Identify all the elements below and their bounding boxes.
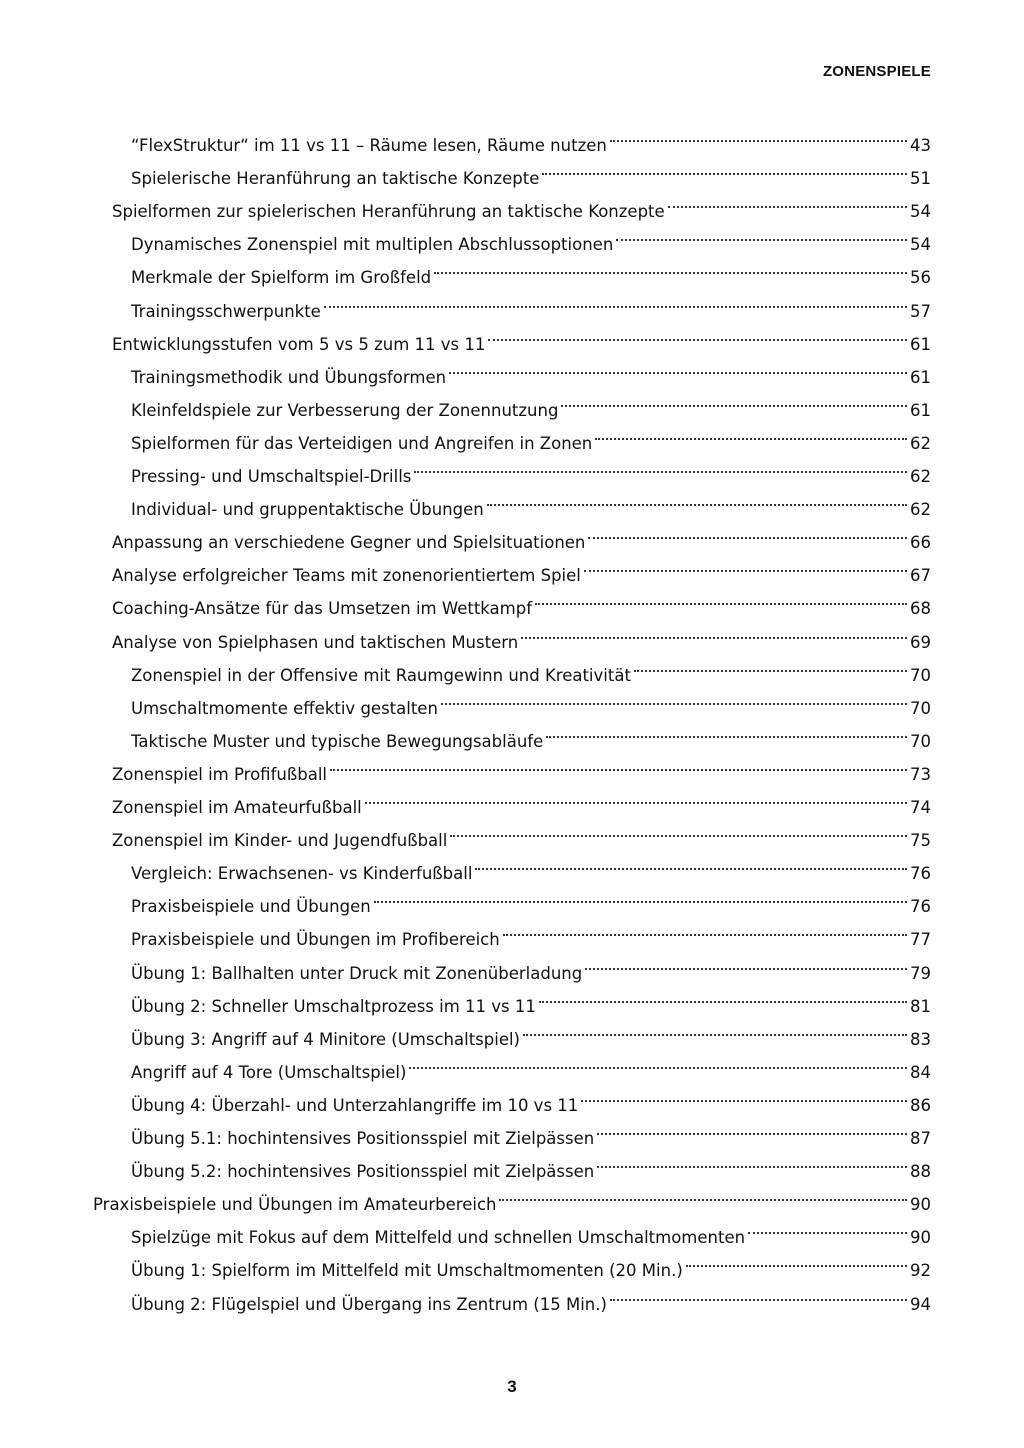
- toc-entry-page-number: 69: [910, 632, 931, 652]
- toc-dot-leader: [365, 780, 907, 813]
- toc-entry-page-number: 90: [910, 1195, 931, 1215]
- toc-dot-leader: [597, 1144, 907, 1177]
- toc-entry-title: Kleinfeldspiele zur Verbesserung der Zonennutzung: [131, 400, 559, 420]
- toc-entry-page-number: 62: [910, 433, 931, 453]
- toc-dot-leader: [441, 681, 907, 714]
- toc-dot-leader: [324, 284, 907, 317]
- toc-dot-leader: [585, 946, 907, 979]
- toc-entry-page-number: 43: [910, 136, 931, 155]
- toc-dot-leader: [597, 1111, 907, 1144]
- toc-entry-title: Spielerische Heranführung an taktische Konzepte: [131, 169, 540, 189]
- toc-entry-page-number: 76: [910, 897, 931, 917]
- toc-entry[interactable]: [131, 1012, 931, 1049]
- toc-dot-leader: [610, 1277, 907, 1310]
- toc-dot-leader: [616, 217, 907, 250]
- toc-entry-page-number: 68: [910, 599, 931, 619]
- toc-dot-leader: [487, 482, 907, 515]
- toc-entry-page-number: 84: [910, 1062, 931, 1082]
- toc-dot-leader: [449, 350, 907, 383]
- toc-entry[interactable]: [93, 1177, 931, 1215]
- toc-entry-title: Praxisbeispiele und Übungen: [131, 897, 371, 917]
- toc-entry-page-number: 74: [910, 798, 931, 817]
- toc-dot-leader: [595, 416, 907, 449]
- toc-entry-page-number: 62: [910, 500, 931, 520]
- toc-entry-page-number: 61: [910, 367, 931, 387]
- toc-entry-page-number: 70: [910, 698, 931, 718]
- toc-dot-leader: [535, 581, 907, 614]
- toc-entry-title: Angriff auf 4 Tore (Umschaltspiel): [131, 1062, 407, 1082]
- toc-dot-leader: [686, 1243, 907, 1276]
- toc-entry-title: Vergleich: Erwachsenen- vs Kinderfußball: [131, 864, 473, 884]
- toc-entry[interactable]: [131, 912, 931, 950]
- toc-dot-leader: [414, 449, 907, 482]
- toc-entry[interactable]: [131, 449, 931, 486]
- toc-entry[interactable]: [112, 581, 931, 619]
- toc-entry[interactable]: [131, 648, 931, 685]
- toc-dot-leader: [434, 250, 907, 283]
- toc-entry-title: Übung 1: Ballhalten unter Druck mit Zonenüberladung: [131, 963, 583, 983]
- toc-entry-page-number: 57: [910, 301, 931, 321]
- toc-entry[interactable]: [131, 217, 931, 255]
- toc-entry-title: Übung 5.1: hochintensives Positionsspiel mit Zielpässen: [131, 1129, 595, 1148]
- toc-entry-title: Spielformen zur spielerischen Heranführung an taktische Konzepte: [112, 202, 665, 222]
- toc-entry[interactable]: [131, 284, 931, 321]
- toc-dot-leader: [475, 846, 907, 879]
- toc-entry-title: Zonenspiel im Amateurfußball: [112, 798, 362, 817]
- toc-entry-title: Trainingsmethodik und Übungsformen: [131, 367, 447, 387]
- toc-entry-title: Praxisbeispiele und Übungen im Profibereich: [131, 930, 500, 950]
- toc-entry-title: Spielformen für das Verteidigen und Angreifen in Zonen: [131, 433, 593, 453]
- page-number: 3: [507, 1377, 517, 1396]
- toc-entry[interactable]: [112, 548, 931, 586]
- toc-dot-leader: [581, 1078, 907, 1111]
- toc-entry-title: Analyse von Spielphasen und taktischen Mustern: [112, 632, 519, 652]
- toc-entry-page-number: 56: [910, 268, 931, 288]
- toc-entry-page-number: 87: [910, 1129, 931, 1148]
- toc-entry-page-number: 90: [910, 1228, 931, 1248]
- toc-entry-page-number: 88: [910, 1162, 931, 1182]
- toc-entry-title: Coaching-Ansätze für das Umsetzen im Wettkampf: [112, 599, 533, 619]
- toc-entry-title: Anpassung an verschiedene Gegner und Spielsituationen: [112, 533, 586, 553]
- toc-entry[interactable]: [112, 317, 931, 354]
- toc-entry[interactable]: [112, 184, 931, 222]
- toc-entry-title: Dynamisches Zonenspiel mit multiplen Abschlussoptionen: [131, 235, 614, 255]
- toc-entry-title: Übung 2: Flügelspiel und Übergang ins Zentrum (15 Min.): [131, 1294, 607, 1314]
- toc-dot-leader: [409, 1045, 907, 1078]
- toc-entry-page-number: 79: [910, 963, 931, 983]
- toc-entry-page-number: 73: [910, 764, 931, 784]
- toc-entry-title: Umschaltmomente effektiv gestalten: [131, 698, 438, 718]
- toc-entry-title: Taktische Muster und typische Bewegungsabläufe: [131, 731, 544, 751]
- toc-dot-leader: [610, 118, 907, 151]
- toc-entry-title: Trainingsschwerpunkte: [131, 301, 321, 321]
- toc-dot-leader: [503, 912, 907, 945]
- toc-dot-leader: [561, 383, 907, 416]
- toc-dot-leader: [748, 1210, 907, 1243]
- toc-entry-page-number: 61: [910, 334, 931, 354]
- toc-entry-title: Übung 2: Schneller Umschaltprozess im 11 vs 11: [131, 996, 536, 1016]
- toc-dot-leader: [523, 1012, 907, 1045]
- toc-dot-leader: [584, 548, 907, 581]
- running-header-title: ZONENSPIELE: [822, 63, 931, 80]
- toc-entry[interactable]: [112, 780, 931, 817]
- toc-entry-page-number: 54: [910, 202, 931, 222]
- toc-entry[interactable]: [131, 1144, 931, 1182]
- toc-dot-leader: [488, 317, 907, 350]
- toc-dot-leader: [546, 714, 907, 747]
- toc-entry[interactable]: [131, 1243, 931, 1281]
- toc-entry-page-number: 77: [910, 930, 931, 950]
- toc-entry-title: Zonenspiel im Profifußball: [112, 764, 327, 784]
- toc-entry-page-number: 75: [910, 831, 931, 851]
- toc-entry-page-number: 92: [910, 1261, 931, 1281]
- toc-entry[interactable]: [131, 879, 931, 917]
- toc-entry-title: Spielzüge mit Fokus auf dem Mittelfeld und schnellen Umschaltmomenten: [131, 1228, 746, 1248]
- toc-entry-title: Zonenspiel in der Offensive mit Raumgewinn und Kreativität: [131, 665, 631, 685]
- toc-entry-title: Zonenspiel im Kinder- und Jugendfußball: [112, 831, 448, 851]
- toc-entry[interactable]: [131, 482, 931, 520]
- toc-dot-leader: [539, 979, 907, 1012]
- toc-entry-title: “FlexStruktur“ im 11 vs 11 – Räume lesen, Räume nutzen: [131, 136, 607, 155]
- toc-entry-page-number: 62: [910, 467, 931, 486]
- toc-entry[interactable]: [112, 515, 931, 553]
- toc-entry-title: Pressing- und Umschaltspiel-Drills: [131, 467, 412, 486]
- toc-dot-leader: [499, 1177, 907, 1210]
- toc-entry[interactable]: [131, 383, 931, 420]
- toc-dot-leader: [668, 184, 907, 217]
- toc-entry-page-number: 66: [910, 533, 931, 553]
- toc-entry-title: Individual- und gruppentaktische Übungen: [131, 500, 484, 520]
- toc-entry-page-number: 70: [910, 665, 931, 685]
- toc-entry[interactable]: [112, 615, 931, 652]
- toc-entry-page-number: 86: [910, 1095, 931, 1115]
- toc-entry[interactable]: [131, 151, 931, 189]
- toc-entry[interactable]: [112, 813, 931, 851]
- toc-entry[interactable]: [131, 681, 931, 718]
- toc-entry-page-number: 51: [910, 169, 931, 189]
- toc-entry[interactable]: [112, 747, 931, 784]
- toc-dot-leader: [374, 879, 907, 912]
- toc-entry-title: Entwicklungsstufen vom 5 vs 5 zum 11 vs 11: [112, 334, 486, 354]
- toc-entry-title: Analyse erfolgreicher Teams mit zonenorientiertem Spiel: [112, 566, 581, 586]
- toc-entry[interactable]: [131, 350, 931, 387]
- toc-entry[interactable]: [131, 1078, 931, 1115]
- toc-entry-page-number: 76: [910, 864, 931, 884]
- toc-entry-title: Übung 1: Spielform im Mittelfeld mit Umschaltmomenten (20 Min.): [131, 1261, 683, 1281]
- toc-entry[interactable]: [131, 846, 931, 884]
- toc-dot-leader: [521, 615, 907, 648]
- toc-entry[interactable]: [131, 1210, 931, 1248]
- toc-entry-page-number: 67: [910, 566, 931, 586]
- toc-dot-leader: [330, 747, 907, 780]
- toc-entry[interactable]: [131, 416, 931, 453]
- toc-entry-page-number: 83: [910, 1029, 931, 1049]
- toc-entry[interactable]: [131, 1277, 931, 1314]
- toc-dot-leader: [542, 151, 907, 184]
- toc-entry-title: Praxisbeispiele und Übungen im Amateurbereich: [93, 1195, 497, 1215]
- toc-entry-page-number: 70: [910, 731, 931, 751]
- toc-entry[interactable]: [131, 118, 931, 155]
- toc-entry[interactable]: [131, 946, 931, 983]
- toc-entry-title: Merkmale der Spielform im Großfeld: [131, 268, 432, 288]
- toc-dot-leader: [450, 813, 907, 846]
- toc-entry-title: Übung 4: Überzahl- und Unterzahlangriffe im 10 vs 11: [131, 1095, 579, 1115]
- toc-entry[interactable]: [131, 714, 931, 751]
- toc-entry[interactable]: [131, 1111, 931, 1148]
- toc-entry-page-number: 94: [910, 1294, 931, 1314]
- toc-entry-title: Übung 3: Angriff auf 4 Minitore (Umschaltspiel): [131, 1029, 520, 1049]
- toc-entry-page-number: 54: [910, 235, 931, 255]
- toc-entry[interactable]: [131, 979, 931, 1016]
- toc-entry-page-number: 81: [910, 996, 931, 1016]
- toc-dot-leader: [634, 648, 907, 681]
- toc-entry[interactable]: [131, 250, 931, 288]
- toc-entry-page-number: 61: [910, 400, 931, 420]
- toc-dot-leader: [588, 515, 907, 548]
- toc-entry[interactable]: [131, 1045, 931, 1082]
- toc-entry-title: Übung 5.2: hochintensives Positionsspiel mit Zielpässen: [131, 1162, 595, 1182]
